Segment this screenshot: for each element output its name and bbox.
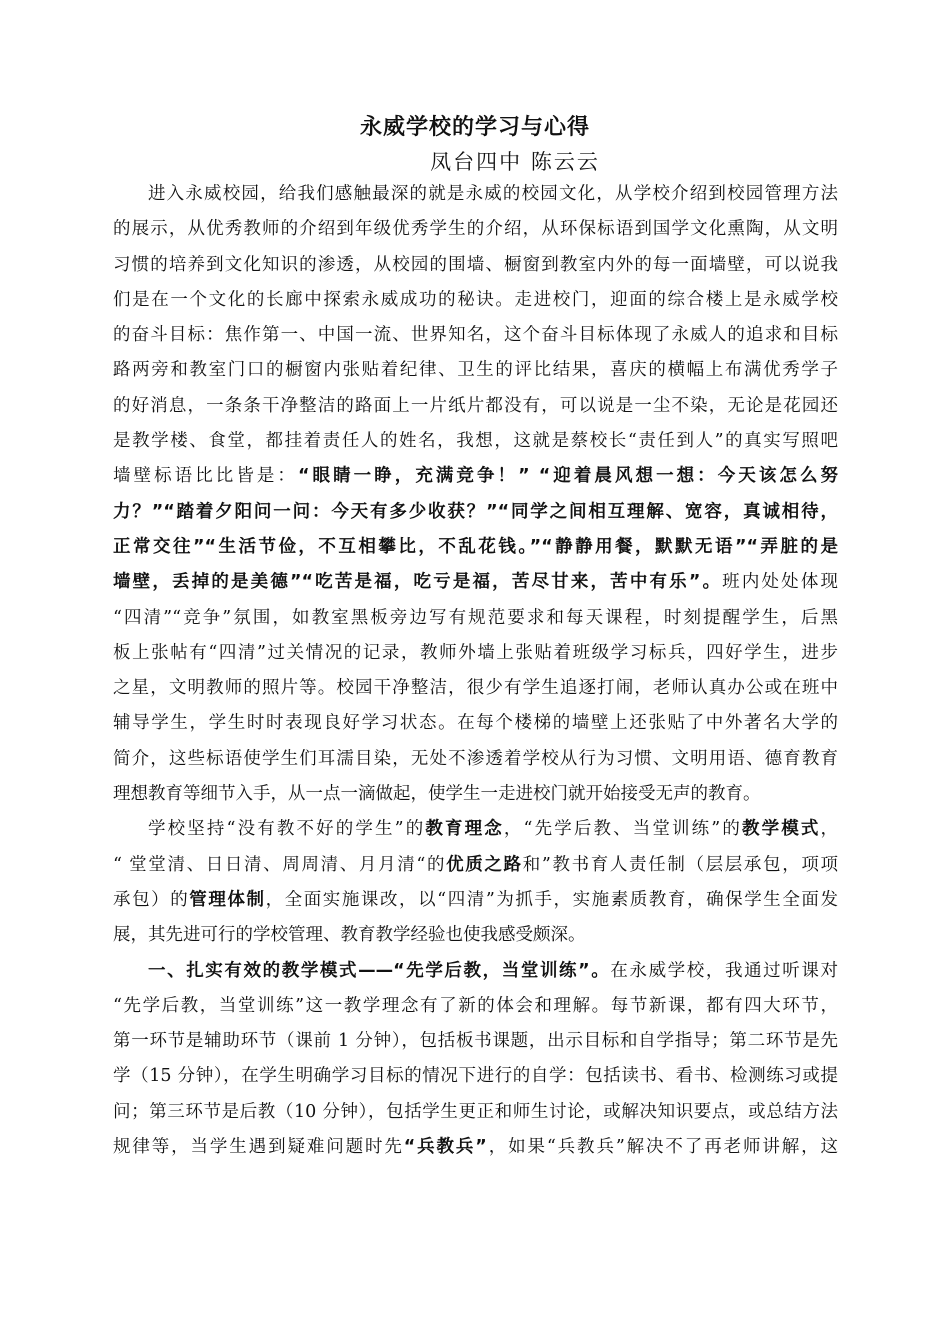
text-line — [113, 1095, 838, 1130]
document-title: 永威学校的学习与心得 — [359, 115, 590, 140]
text-line — [113, 918, 838, 953]
text-line — [113, 1024, 838, 1059]
text-run: ，如果“兵教兵”解决不了再老师讲解，这 — [486, 1137, 838, 1158]
text-line — [113, 530, 838, 565]
text-line — [113, 883, 838, 918]
text-run: 板上张帖有“四清”过关情况的记录，教师外墙上张贴着班级学习标兵，四好学生，进步 — [113, 642, 838, 663]
bold-text: 力？”“踏着夕阳问一问：今天有多少收获？”“同学之间相互理解、宽容，真诚相待， — [113, 501, 838, 522]
text-run: 的展示，从优秀教师的介绍到年级优秀学生的介绍，从环保标语到国学文化熏陶，从文明 — [113, 219, 838, 240]
text-run: ， — [820, 819, 839, 840]
text-run: 的好消息，一条条干净整洁的路面上一片纸片都没有，可以说是一尘不染，无论是花园还 — [113, 395, 838, 416]
text-line — [113, 812, 838, 847]
text-run: 问；第三环节是后教（10 分钟），包括学生更正和师生讨论，或解决知识要点，或总结方法 — [113, 1101, 838, 1122]
text-line — [113, 248, 838, 283]
text-run: 理想教育等细节入手，从一点一滴做起，使学生一走进校门就开始接受无声的教育。 — [113, 784, 761, 805]
text-line — [113, 283, 838, 318]
text-run: 简介，这些标语使学生们耳濡目染，无处不渗透着学校从行为习惯、文明用语、德育教育 — [113, 748, 838, 769]
text-run: 辅导学生，学生时时表现良好学习状态。在每个楼梯的墙壁上还张贴了中外著名大学的 — [113, 713, 838, 734]
bold-text: 教学模式 — [741, 819, 821, 840]
bold-text: 管理体制 — [189, 889, 266, 910]
text-run: 习惯的培养到文化知识的渗透，从校园的围墙、橱窗到教室内外的每一面墙壁，可以说我 — [113, 254, 838, 275]
text-run: 第一环节是辅助环节（课前 1 分钟），包括板书课题，出示目标和自学指导；第二环节是先 — [113, 1031, 838, 1052]
text-line — [113, 742, 838, 777]
text-line — [113, 777, 838, 812]
text-run: 学（15 分钟），在学生明确学习目标的情况下进行的自学：包括读书、看书、检测练习或提 — [113, 1066, 838, 1087]
bold-text: 墙壁，丢掉的是美德”“吃苦是福，吃亏是福，苦尽甘来，苦中有乐”。 — [113, 572, 723, 593]
text-line — [113, 177, 838, 212]
text-run: 在永威学校，我通过听课对 — [610, 960, 838, 981]
text-line — [113, 424, 838, 459]
text-run: “先学后教，当堂训练”这一教学理念有了新的体会和理解。每节新课，都有四大环节， — [113, 995, 838, 1016]
bold-text: 优质之路 — [446, 854, 523, 875]
text-line — [113, 989, 838, 1024]
text-run: 和”教书育人责任制（层层承包，项项 — [522, 854, 838, 875]
bold-text: 教育理念 — [425, 819, 504, 840]
text-line — [113, 848, 838, 883]
text-line — [113, 565, 838, 600]
text-line — [113, 601, 838, 636]
text-line — [113, 459, 838, 494]
text-line — [113, 1059, 838, 1094]
text-run: 之星，文明教师的照片等。校园干净整洁，很少有学生追逐打闹，老师认真办公或在班中 — [113, 678, 838, 699]
bold-text: “兵教兵” — [403, 1137, 487, 1158]
text-run: 规律等，当学生遇到疑难问题时先 — [113, 1137, 404, 1158]
text-run: 班内处处体现 — [722, 572, 838, 593]
document-author: 凤台四中 陈云云 — [430, 150, 600, 174]
text-line — [113, 636, 838, 671]
text-run: 展，其先进可行的学校管理、教育教学经验也使我感受颇深。 — [113, 925, 586, 946]
text-run: 进入永威校园，给我们感触最深的就是永威的校园文化，从学校介绍到校园管理方法 — [148, 184, 838, 204]
text-run: 承包）的 — [113, 889, 190, 910]
text-line — [113, 389, 838, 424]
text-line — [113, 671, 838, 706]
text-line — [113, 318, 838, 353]
text-line — [113, 706, 838, 741]
text-run: “ 堂堂清、日日清、周周清、月月清“的 — [113, 854, 447, 875]
text-line — [113, 353, 838, 388]
text-run: 们是在一个文化的长廊中探索永威成功的秘诀。走进校门，迎面的综合楼上是永威学校 — [113, 289, 838, 310]
text-run: 是教学楼、食堂，都挂着责任人的姓名，我想，这就是蔡校长“责任到人”的真实写照吧 — [113, 431, 838, 452]
text-run: “四清”“竞争”氛围，如教室黑板旁边写有规范要求和每天课程，时刻提醒学生，后黑 — [113, 607, 838, 628]
text-run: 学校坚持“没有教不好的学生”的 — [148, 819, 426, 840]
bold-text: “眼睛一睁，充满竞争！” “迎着晨风想一想：今天该怎么努 — [298, 466, 838, 487]
text-line — [113, 954, 838, 989]
document-body — [113, 177, 838, 1165]
text-run: 墙壁标语比比皆是： — [113, 466, 298, 487]
text-line — [113, 1130, 838, 1165]
bold-text: 一、扎实有效的教学模式——“先学后教，当堂训练”。 — [148, 960, 611, 981]
text-line — [113, 495, 838, 530]
text-run: ，全面实施课改，以“四清”为抓手，实施素质教育，确保学生全面发 — [265, 889, 839, 910]
text-line — [113, 212, 838, 247]
text-run: 路两旁和教室门口的橱窗内张贴着纪律、卫生的评比结果，喜庆的横幅上布满优秀学子 — [113, 360, 838, 381]
text-run: 的奋斗目标：焦作第一、中国一流、世界知名，这个奋斗目标体现了永威人的追求和目标 — [113, 325, 838, 346]
text-run: ，“先学后教、当堂训练”的 — [503, 819, 742, 840]
bold-text: 正常交往”“生活节俭，不互相攀比，不乱花钱。”“静静用餐，默默无语”“弄脏的是 — [113, 536, 838, 557]
